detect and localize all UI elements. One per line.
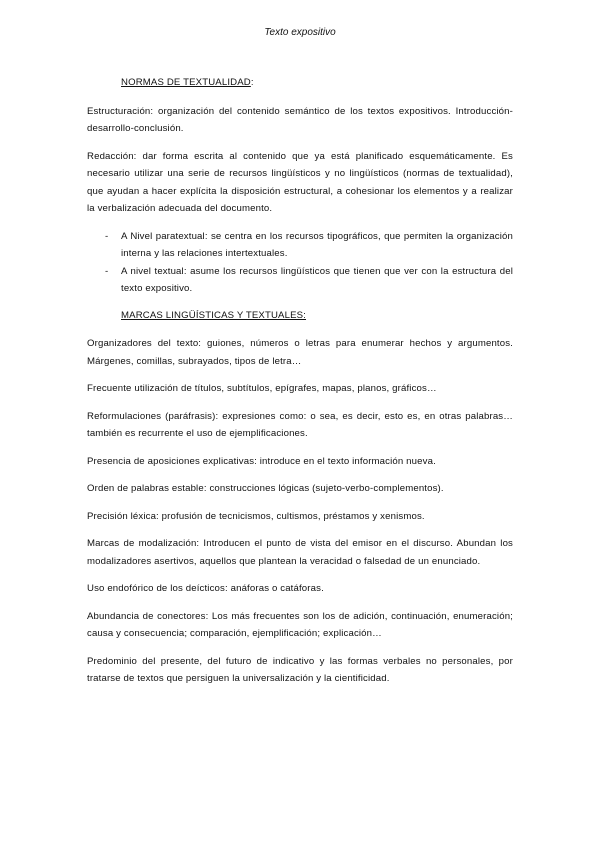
paragraph-conectores: Abundancia de conectores: Los más frecuentes son los de adición, continuación, enumeración; causa y consecuencia; comparación, ejemplificación; explicación…	[87, 610, 513, 639]
paragraph-aposiciones: Presencia de aposiciones explicativas: introduce en el texto información nueva.	[87, 455, 436, 467]
dash-marker: -	[105, 265, 109, 277]
paragraph-presente: Predominio del presente, del futuro de indicativo y las formas verbales no personales, por tratarse de textos que persiguen la universalización y la cientificidad.	[87, 655, 513, 684]
list-item	[87, 263, 513, 298]
list-item-text: A nivel textual: asume los recursos lingüísticos que tienen que ver con la estructura del texto expositivo.	[121, 265, 513, 294]
paragraph-reformulaciones: Reformulaciones (paráfrasis): expresiones como: o sea, es decir, esto es, en otras palabras…también es recurrente el uso de ejemplificaciones.	[87, 410, 513, 439]
paragraph-estructuracion: Estructuración: organización del contenido semántico de los textos expositivos. Introducción-desarrollo-conclusión.	[87, 105, 513, 134]
section-heading-text: NORMAS DE TEXTUALIDAD	[121, 77, 251, 88]
paragraph-orden-palabras: Orden de palabras estable: construcciones lógicas (sujeto-verbo-complementos).	[87, 483, 444, 494]
paragraph-titulos: Frecuente utilización de títulos, subtítulos, epígrafes, mapas, planos, gráficos…	[87, 383, 437, 394]
section-heading-colon: :	[250, 77, 254, 88]
paragraph-deicticos: Uso endofórico de los deícticos: anáforas o catáforas.	[87, 583, 324, 594]
paragraph-modalizacion: Marcas de modalización: Introducen el punto de vista del emisor en el discurso. Abundan los modalizadores asertivos, aquellos que plantean la veracidad o falsedad de un enunciado.	[87, 538, 513, 567]
section-heading	[99, 74, 513, 92]
document-body	[87, 74, 513, 698]
paragraph-redaccion: Redacción: dar forma escrita al contenido que ya está planificado esquemáticamente. Es necesario utilizar una serie de recursos lingüísticos y no lingüísticos (normas de textualidad), que ayudan a hacer explícita la disposición estructural, a cohesionar los elementos y a realizar la verbalización adecuada del documento.	[87, 150, 513, 214]
list-item	[87, 228, 513, 263]
list-item-text: A Nivel paratextual: se centra en los recursos tipográficos, que permiten la organización interna y las relaciones intertextuales.	[121, 230, 513, 259]
paragraph-precision-lexica: Precisión léxica: profusión de tecnicismos, cultismos, préstamos y xenismos.	[87, 510, 425, 522]
page-header: Texto expositivo	[264, 27, 336, 38]
subsection-heading: MARCAS LINGÜÍSTICAS Y TEXTUALES:	[121, 309, 307, 321]
textuality-levels-list	[87, 228, 513, 298]
dash-marker: -	[105, 230, 109, 242]
paragraph-organizadores: Organizadores del texto: guiones, números o letras para enumerar hechos y argumentos. Márgenes, comillas, subrayados, tipos de letra…	[87, 338, 513, 367]
